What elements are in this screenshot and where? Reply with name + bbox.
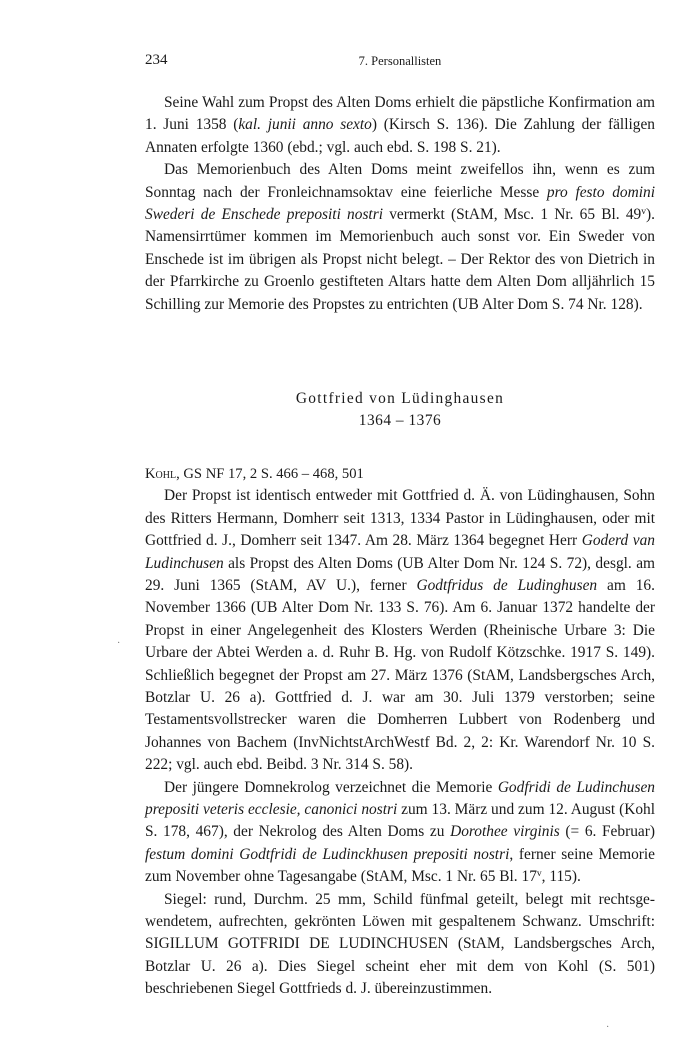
text-run: vermerkt (StAM, Msc. 1 Nr. 65 Bl. 49 [382, 206, 642, 224]
section-title: Gottfried von Lüdinghausen [295, 390, 505, 408]
verso-superscript: v [641, 205, 647, 217]
verso-superscript: v [536, 867, 542, 879]
text-run: Siegel: rund, Durchm. 25 mm, Schild fünfmal geteilt, belegt mit rechtsgewendetem, aufrechten, gekrönten Löwen mit gespaltenem Schwanz. Umschrift: SIGILLUM GOTFRIDI DE LUDINCHUSEN (StAM, Landsbergsches Arch, Botzlar U. 26 a). Dies Siegel scheint eher mit dem von Kohl (S. 501) beschriebenen Siegel Gottfrieds d. J. übereinzustimmen. [145, 890, 655, 998]
section-heading [145, 388, 655, 433]
paragraph-memorial-book [145, 159, 655, 316]
page-number: 234 [145, 52, 168, 68]
paragraph-election [145, 92, 655, 159]
name-variant: Godtfridus de Ludinghusen [416, 576, 598, 594]
running-head: 7. Personallisten [358, 54, 442, 68]
text-run: (= 6. Februar) [559, 823, 655, 841]
text-run: ) (Kirsch S. 136). Die Zahlung der fälligen Annaten erfolgte 1360 (ebd.; vgl. auch ebd. S. 198 S. 21). [145, 116, 655, 156]
text-run: Das Memorienbuch des Alten Doms meint zweifellos ihn, wenn es zum Sonntag nach der Fronleichnamsoktav eine feierliche Messe [145, 161, 655, 201]
latin-quote: Godfridi de Ludinchusen prepositi veteris ecclesie, canonici nostri [145, 778, 656, 818]
margin-dot: · [117, 638, 121, 649]
latin-quote: Dorothee virginis [450, 823, 560, 841]
latin-quote: pro festo domini Swederi de Enschede prepositi nostri [145, 183, 655, 224]
text-run: zum 13. März und zum 12. August (Kohl S. 178, 467), der Nekrolog des Alten Doms zu [145, 800, 656, 841]
paragraph-necrology [145, 777, 655, 889]
paragraph-identity [145, 485, 655, 776]
page-header [145, 52, 655, 76]
text-run: als Propst des Alten Doms (UB Alter Dom Nr. 124 S. 72), desgl. am 29. Juni 1365 (StAM, AV U.), ferner [145, 554, 655, 594]
text-run: am 16. November 1366 (UB Alter Dom Nr. 133 S. 76). Am 6. Januar 1372 handelte der Propst in einer Angelegenheit des Klosters Werden (Rheinische Urbare 3: Die Urbare der Abtei Werden a. d. Ruhr B. Hg. von Rudolf Kötzschke. 1917 S. 149). Schließlich begegnet der Propst am 27. März 1376 (StAM, Landsbergsches Arch, Botzlar U. 26 a). Gottfried d. J. war am 30. Juli 1379 verstorben; seine Testamentsvollstrecker waren die Domherren Lubbert von Rodenberg und Johannes von Bachem (InvNichtstArchWestf Bd. 2, 2: Kr. Warendorf Nr. 10 S. 222; vgl. auch ebd. Beibd. 3 Nr. 314 S. 58). [145, 576, 655, 774]
text-run: Der Propst ist identisch entweder mit Gottfried d. Ä. von Lüdinghausen, Sohn des Ritters Hermann, Domherr seit 1313, 1334 Pastor in Lüdinghausen, oder mit Gottfried d. J., Domherr seit 1347. Am 28. März 1364 begegnet Herr [145, 487, 655, 550]
section-dates: 1364 – 1376 [358, 412, 442, 430]
text-run: Seine Wahl zum Propst des Alten Doms erhielt die päpstliche Konfirmation am 1. Juni 1358 ( [145, 94, 655, 134]
text-run: , 115). [541, 868, 581, 886]
source-author: Kohl [145, 465, 177, 482]
text-run: , ferner seine Memorie zum November ohne Tagesangabe (StAM, Msc. 1 Nr. 65 Bl. 17 [145, 845, 655, 886]
text-run: Der jüngere Domnekrolog verzeichnet die Memorie [164, 778, 498, 796]
latin-quote: festum domini Godtfridi de Ludinckhusen prepositi nostri [145, 845, 510, 863]
paragraph-seal [145, 889, 655, 1001]
source-citation: , GS NF 17, 2 S. 466 – 468, 501 [176, 465, 364, 482]
text-run: ). Namensirrtümer kommen im Memorienbuch auch sonst vor. Ein Sweder von Enschede ist im übrigen als Propst nicht belegt. – Der Rektor des von Dietrich in der Pfarrkirche zu Groenlo gestifteten Altars hatte dem Alten Dom alljährlich 15 Schilling zur Memorie des Propstes zu entrichten (UB Alter Dom S. 74 Nr. 128). [145, 206, 655, 313]
source-reference [145, 463, 655, 485]
name-variant: Goderd van Ludinchusen [145, 532, 655, 572]
margin-dot: · [606, 1022, 610, 1033]
body-text [145, 92, 655, 1001]
latin-quote: kal. junii anno sexto [238, 116, 372, 134]
